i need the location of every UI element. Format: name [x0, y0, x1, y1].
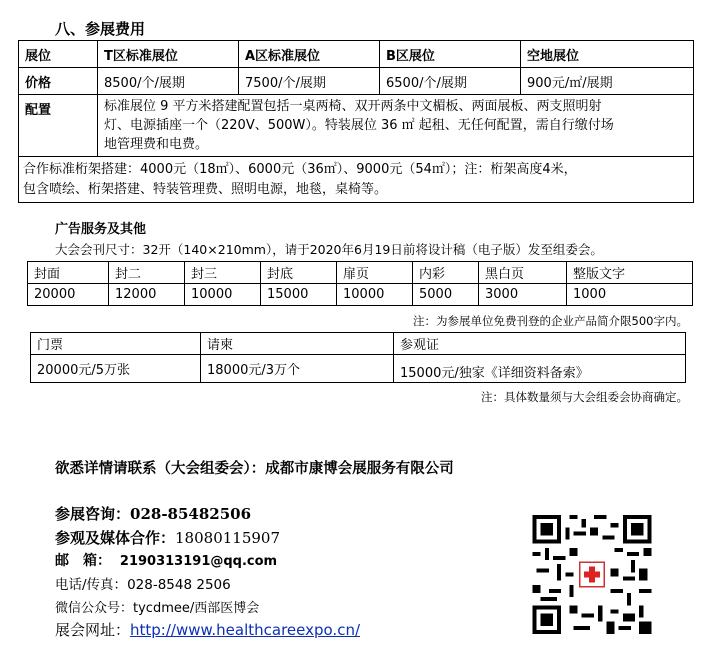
- tel-line: [55, 573, 231, 593]
- wechat-value: tycdmee/西部医博会: [133, 601, 260, 616]
- ad-section-desc: 大会会刊尺寸：32开（140×210mm），请于2020年6月19日前将设计稿（电子版）发至组委会。: [55, 242, 603, 257]
- contact-heading: 欲悉详情请联系（大会组委会）：成都市康博会展服务有限公司: [55, 461, 454, 477]
- ad-value: 15000: [261, 284, 337, 306]
- media-label: 参观及媒体合作：: [55, 529, 176, 547]
- ad-value: 20000: [28, 284, 109, 306]
- qr-code-image: [531, 515, 653, 634]
- ad-header: 封面: [28, 262, 109, 284]
- ticket-header: 请柬: [201, 333, 394, 355]
- config-text-line: 地管理费和电费。: [104, 137, 209, 152]
- config-label: 配置: [19, 95, 98, 157]
- ticket-header: 门票: [31, 333, 201, 355]
- fee-header-b-zone: B区展位: [380, 41, 521, 68]
- ad-header: 封底: [261, 262, 337, 284]
- fee-table: [18, 40, 694, 203]
- config-text-line: 标准展位 9 平方米搭建配置包括一桌两椅、双开两条中文楣板、两面展板、两支照明射: [104, 99, 602, 114]
- ad-section-title: 广告服务及其他: [55, 222, 147, 237]
- ticket-value: 18000元/3万个: [201, 355, 394, 383]
- website-link[interactable]: http://www.healthcareexpo.cn/: [130, 621, 361, 639]
- ad-header: 黑白页: [479, 262, 567, 284]
- price-a-zone: 7500/个/展期: [239, 68, 380, 95]
- media-phone[interactable]: 18080115907: [175, 529, 280, 547]
- tel-label: 电话/传真：: [55, 577, 128, 593]
- coop-cell: [19, 157, 694, 203]
- ad-value: 1000: [567, 284, 693, 306]
- ticket-table: [30, 332, 686, 383]
- ticket-note: 注：具体数量须与大会组委会协商确定。: [481, 390, 688, 404]
- ad-value: 10000: [337, 284, 413, 306]
- ad-header: 扉页: [337, 262, 413, 284]
- coop-text-line: 包含喷绘、桁架搭建、特装管理费、照明电源，地毯，桌椅等。: [23, 181, 388, 197]
- ad-price-table: [27, 261, 693, 306]
- ad-header: 封二: [109, 262, 185, 284]
- wechat-line: [55, 597, 259, 616]
- website-label: 展会网址：: [55, 621, 131, 639]
- price-t-zone: 8500/个/展期: [98, 68, 239, 95]
- fee-header-t-zone: T区标准展位: [98, 41, 239, 68]
- consult-line: [55, 503, 251, 524]
- website-line: [55, 619, 360, 640]
- ad-value: 3000: [479, 284, 567, 306]
- config-text-line: 灯、电源插座一个（220V、500W）。特装展位 36 ㎡ 起租、无任何配置，需自行缴付场: [104, 118, 614, 133]
- consult-label: 参展咨询：: [55, 505, 131, 523]
- section-title: 八、参展费用: [55, 20, 146, 38]
- email-line: [55, 550, 277, 570]
- price-b-zone: 6500/个/展期: [380, 68, 521, 95]
- ad-note: 注：为参展单位免费刊登的企业产品简介限500字内。: [413, 314, 688, 328]
- ticket-header: 参观证: [394, 333, 686, 355]
- fee-header-space: 空地展位: [521, 41, 694, 68]
- tel-value[interactable]: 028-8548 2506: [127, 577, 231, 593]
- media-line: [55, 527, 280, 548]
- config-cell: [98, 95, 694, 157]
- wechat-label: 微信公众号：: [55, 601, 134, 616]
- ad-header: 封三: [185, 262, 261, 284]
- coop-text-line: 合作标准桁架搭建：4000元（18㎡）、6000元（36㎡）、9000元（54㎡）；注：桁架高度4米，: [23, 161, 577, 177]
- ticket-value: 20000元/5万张: [31, 355, 201, 383]
- fee-header-a-zone: A区标准展位: [239, 41, 380, 68]
- ticket-value: 15000元/独家《详细资料备索》: [394, 355, 686, 383]
- ad-value: 5000: [413, 284, 479, 306]
- ad-header: 内彩: [413, 262, 479, 284]
- ad-header: 整版文字: [567, 262, 693, 284]
- ad-value: 12000: [109, 284, 185, 306]
- consult-phone[interactable]: 028-85482506: [130, 505, 252, 523]
- price-space: 900元/㎡/展期: [521, 68, 694, 95]
- email-address[interactable]: 2190313191@qq.com: [119, 554, 278, 569]
- price-label: 价格: [19, 68, 98, 95]
- ad-value: 10000: [185, 284, 261, 306]
- email-label: 邮 箱：: [55, 553, 111, 569]
- fee-header-booth: 展位: [19, 41, 98, 68]
